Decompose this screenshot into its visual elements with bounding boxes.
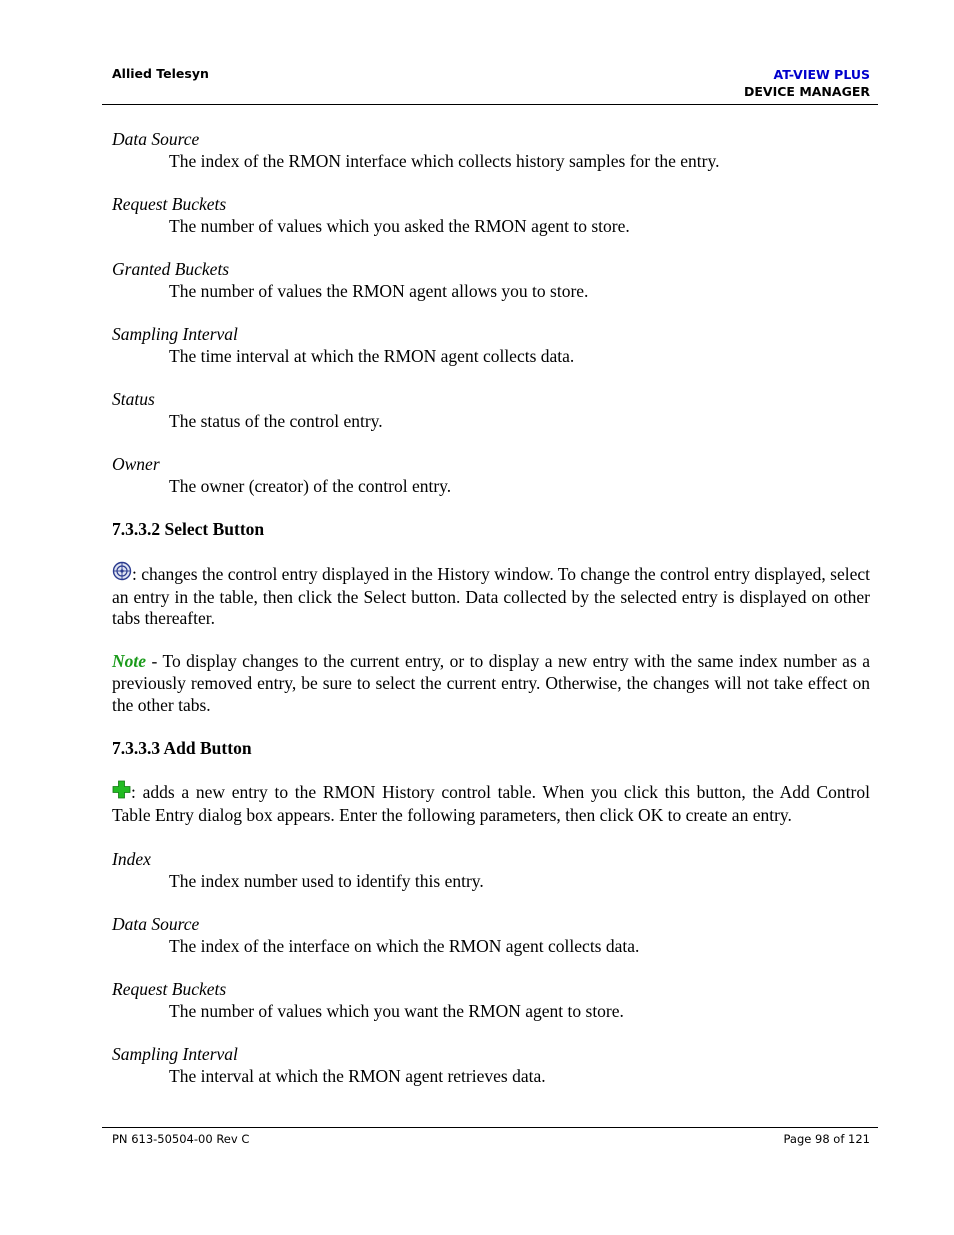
term-status: Status [112, 389, 155, 409]
footer-page-number: Page 98 of 121 [783, 1132, 870, 1146]
definition-granted-buckets: The number of values the RMON agent allows you to store. [169, 281, 589, 301]
header-title-block [744, 66, 870, 100]
term-sampling-interval-2: Sampling Interval [112, 1043, 238, 1064]
section-heading-add: 7.3.3.3 Add Button [112, 738, 252, 759]
page-content [112, 128, 870, 1108]
header-product: AT-VIEW PLUS [773, 67, 870, 82]
note-paragraph [112, 651, 870, 716]
definition-sampling-interval: The time interval at which the RMON agent collects data. [169, 346, 575, 366]
definition-request-buckets-2: The number of values which you want the RMON agent to store. [169, 1000, 624, 1021]
header-module: DEVICE MANAGER [744, 84, 870, 99]
note-text: - To display changes to the current entry, or to display a new entry with the same index number as a previously removed entry, be sure to select the current entry. Otherwise, the changes will not take effect on the other tabs. [112, 651, 870, 715]
term-granted-buckets: Granted Buckets [112, 259, 230, 279]
definition-status: The status of the control entry. [169, 411, 383, 431]
term-data-source: Data Source [112, 129, 200, 149]
add-description: : adds a new entry to the RMON History control table. When you click this button, the Add Control Table Entry dialog box appears. Enter the following parameters, then click OK to create an entry. [112, 782, 870, 825]
term-owner: Owner [112, 454, 160, 474]
term-data-source-2: Data Source [112, 913, 200, 934]
term-index: Index [112, 848, 151, 869]
header-rule [102, 104, 878, 105]
definition-sampling-interval-2: The interval at which the RMON agent retrieves data. [169, 1065, 546, 1086]
definition-request-buckets: The number of values which you asked the RMON agent to store. [169, 216, 630, 236]
term-request-buckets: Request Buckets [112, 194, 227, 214]
section-heading-select: 7.3.3.2 Select Button [112, 519, 265, 539]
plus-icon [112, 780, 131, 805]
definition-list-2 [112, 848, 870, 1087]
add-paragraph [112, 780, 870, 826]
definition-list-1 [112, 128, 870, 497]
definition-owner: The owner (creator) of the control entry. [169, 476, 452, 496]
definition-data-source: The index of the RMON interface which collects history samples for the entry. [169, 151, 720, 171]
header-company: Allied Telesyn [112, 66, 209, 81]
definition-data-source-2: The index of the interface on which the RMON agent collects data. [169, 935, 640, 956]
footer-part-number: PN 613-50504-00 Rev C [112, 1132, 250, 1146]
term-sampling-interval: Sampling Interval [112, 324, 238, 344]
select-icon [112, 561, 132, 587]
select-description: : changes the control entry displayed in the History window. To change the control entry displayed, select an entry in the table, then click the Select button. Data collected by the selected entry is displayed on other tabs thereafter. [112, 564, 870, 629]
footer-rule [102, 1127, 878, 1128]
select-paragraph [112, 561, 870, 630]
term-request-buckets-2: Request Buckets [112, 978, 227, 999]
definition-index: The index number used to identify this entry. [169, 870, 484, 891]
note-label: Note [112, 651, 147, 672]
